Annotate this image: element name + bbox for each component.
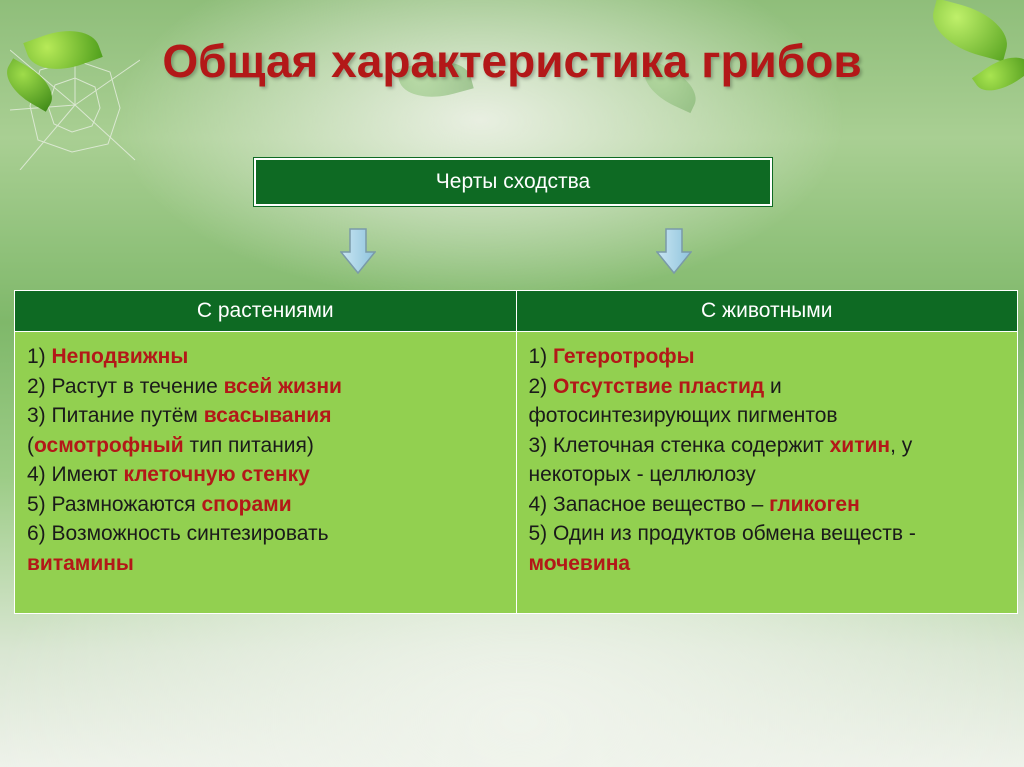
trait-text: 2) Растут в течение <box>27 374 224 398</box>
highlighted-term: осмотрофный <box>34 433 184 457</box>
trait-text: ( <box>27 433 34 457</box>
trait-text: 5) Размножаются <box>27 492 202 516</box>
trait-text: , у <box>890 433 913 457</box>
trait-line <box>27 519 506 549</box>
trait-text: фотосинтезирующих пигментов <box>528 404 838 427</box>
trait-line <box>27 401 506 431</box>
slide-title: Общая характеристика грибов <box>162 35 862 87</box>
animals-column-header: С животными <box>516 291 1018 332</box>
highlighted-term: витамины <box>27 551 134 575</box>
trait-line <box>27 460 506 490</box>
highlighted-term: мочевина <box>528 551 631 575</box>
trait-line <box>27 342 506 372</box>
highlighted-term: Отсутствие пластид <box>553 374 765 398</box>
highlighted-term: гликоген <box>769 492 860 516</box>
trait-text: 1) <box>528 345 554 368</box>
trait-line <box>27 549 506 579</box>
trait-line <box>529 431 1008 461</box>
trait-text: некоторых - целлюлозу <box>528 463 756 486</box>
trait-text: 4) Имеют <box>27 463 124 486</box>
highlighted-term: всасывания <box>203 404 332 427</box>
down-arrow-icon <box>340 228 376 274</box>
trait-text: и <box>764 374 782 398</box>
trait-text: 2) <box>528 374 554 398</box>
trait-line <box>529 342 1008 372</box>
highlighted-term: Неподвижны <box>51 345 189 368</box>
highlighted-term: хитин <box>829 433 891 457</box>
trait-text: тип питания) <box>183 433 314 457</box>
trait-text: 1) <box>27 345 52 368</box>
trait-line <box>27 431 506 461</box>
highlighted-term: спорами <box>201 492 292 516</box>
trait-line <box>27 490 506 520</box>
trait-line <box>529 401 1008 431</box>
trait-text: 3) Клеточная стенка содержит <box>528 433 830 457</box>
similarity-header: Черты сходства <box>254 158 772 206</box>
highlighted-term: клеточную стенку <box>123 463 310 486</box>
similarity-table <box>14 290 1018 614</box>
plants-traits-cell <box>15 332 517 614</box>
trait-line <box>529 549 1008 579</box>
animals-traits-cell <box>516 332 1018 614</box>
highlighted-term: Гетеротрофы <box>553 345 695 368</box>
down-arrow-icon <box>656 228 692 274</box>
trait-line <box>27 372 506 402</box>
trait-text: 4) Запасное вещество – <box>528 492 770 516</box>
trait-text: 5) Один из продуктов обмена веществ - <box>528 522 916 545</box>
trait-line <box>529 372 1008 402</box>
highlighted-term: всей жизни <box>223 374 342 398</box>
trait-line <box>529 519 1008 549</box>
trait-line <box>529 490 1008 520</box>
plants-column-header: С растениями <box>15 291 517 332</box>
trait-text: 6) Возможность синтезировать <box>27 522 329 545</box>
trait-text: 3) Питание путём <box>27 404 204 427</box>
trait-line <box>529 460 1008 490</box>
